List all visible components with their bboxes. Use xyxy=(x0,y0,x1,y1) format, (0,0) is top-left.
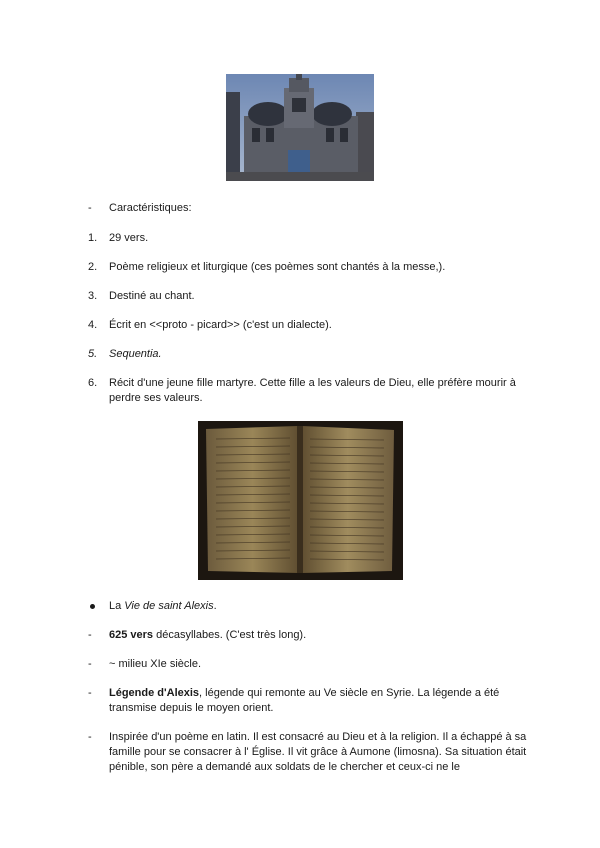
list-item xyxy=(88,686,540,716)
list-number: 3. xyxy=(88,290,98,302)
list-number: 5. xyxy=(88,348,98,360)
list-text: Récit d'une jeune fille martyre. Cette fille a les valeurs de Dieu, elle préfère mourir à perdre ses valeurs. xyxy=(109,377,516,404)
list-item xyxy=(88,376,540,406)
list-item xyxy=(88,260,540,275)
list-text: 29 vers. xyxy=(109,232,149,244)
header-marker: - xyxy=(88,202,92,214)
bullet-pre: La xyxy=(109,600,125,612)
list-text: Destiné au chant. xyxy=(109,290,195,302)
list-item xyxy=(88,657,540,672)
list-text: ~ milieu XIe siècle. xyxy=(109,658,202,670)
bullet-title: Vie de saint Alexis xyxy=(124,600,214,612)
list-marker: - xyxy=(88,731,92,743)
list-number: 6. xyxy=(88,377,98,389)
list-item xyxy=(88,730,540,775)
list-marker: - xyxy=(88,658,92,670)
list-text: Sequentia. xyxy=(109,348,162,360)
list-number: 2. xyxy=(88,261,98,273)
list-text: , légende qui remonte au Ve siècle en Syrie. La légende a été transmise depuis le moyen orient. xyxy=(109,687,500,714)
list-item xyxy=(88,628,540,643)
list-text: Poème religieux et liturgique (ces poèmes sont chantés à la messe,). xyxy=(109,261,446,273)
list-marker: - xyxy=(88,687,92,699)
bullet-dot-icon xyxy=(90,604,95,609)
list-marker: - xyxy=(88,629,92,641)
list-item xyxy=(88,318,540,333)
church-illustration xyxy=(226,74,374,181)
church-photo xyxy=(226,74,374,181)
list-item xyxy=(88,347,540,362)
list-text: Écrit en <<proto - picard>> (c'est un dialecte). xyxy=(109,319,332,331)
list-text: Inspirée d'un poème en latin. Il est consacré au Dieu et à la religion. Il a échappé à sa famille pour se consacrer à l' Église. Il vit grâce à Aumone (limosna). Sa situation était pénible, son père a demandé aux soldats de le chercher et ceux-ci ne le xyxy=(109,731,527,773)
manuscript-illustration xyxy=(198,421,403,580)
bullet-item xyxy=(88,599,540,614)
list-number: 4. xyxy=(88,319,98,331)
bullet-post: . xyxy=(213,600,217,612)
list-text: décasyllabes. (C'est très long). xyxy=(153,629,307,641)
list-bold: Légende d'Alexis xyxy=(109,687,200,699)
section-header xyxy=(88,201,540,216)
header-text: Caractéristiques: xyxy=(109,202,192,214)
list-item xyxy=(88,231,540,246)
manuscript-photo xyxy=(198,421,403,580)
list-item xyxy=(88,289,540,304)
list-bold: 625 vers xyxy=(109,629,154,641)
list-number: 1. xyxy=(88,232,98,244)
